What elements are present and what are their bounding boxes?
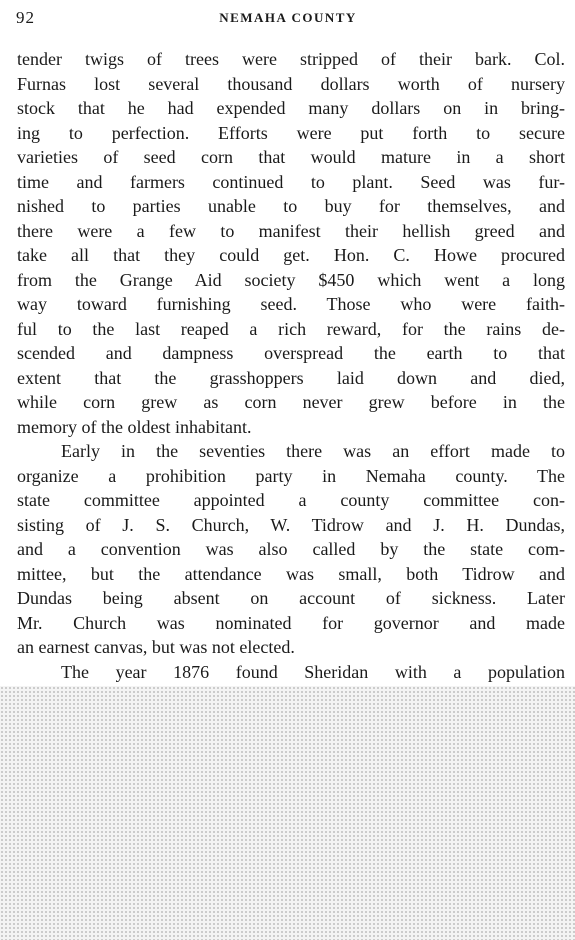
text-line: varieties of seed corn that would mature in a short: [17, 147, 565, 167]
torn-page-area: [0, 686, 575, 940]
text-line: Dundas being absent on account of sickness. Later: [17, 588, 565, 608]
text-line: and a convention was also called by the state com-: [17, 539, 565, 559]
body-text: [17, 47, 565, 709]
page-number: 92: [16, 8, 35, 27]
text-line: stock that he had expended many dollars on in bring-: [17, 98, 565, 118]
text-line: Furnas lost several thousand dollars worth of nursery: [17, 73, 565, 94]
text-line: extent that the grasshoppers laid down and died,: [17, 367, 565, 388]
text-line: nished to parties unable to buy for themselves, and: [17, 196, 565, 216]
text-line: take all that they could get. Hon. C. Howe procured: [17, 245, 565, 265]
text-line: The year 1876 found Sheridan with a population: [61, 661, 565, 682]
text-line: while corn grew as corn never grew before in the: [17, 392, 565, 412]
page-header: [16, 8, 560, 30]
text-line: organize a prohibition party in Nemaha county. The: [17, 465, 565, 486]
text-line: ful to the last reaped a rich reward, for the rains de-: [17, 318, 565, 339]
text-line: Mr. Church was nominated for governor and made: [17, 612, 565, 633]
text-line: tender twigs of trees were stripped of their bark. Col.: [17, 49, 565, 69]
text-line: mittee, but the attendance was small, both Tidrow and: [17, 563, 565, 584]
text-line: memory of the oldest inhabitant.: [17, 416, 252, 437]
text-line: sisting of J. S. Church, W. Tidrow and J. H. Dundas,: [17, 514, 565, 535]
text-line: ing to perfection. Efforts were put forth to secure: [17, 122, 565, 143]
text-line: time and farmers continued to plant. Seed was fur-: [17, 171, 565, 192]
text-line: state committee appointed a county committee con-: [17, 490, 565, 510]
text-line: way toward furnishing seed. Those who were faith-: [17, 294, 565, 314]
text-line: an earnest canvas, but was not elected.: [17, 637, 295, 657]
text-line: scended and dampness overspread the earth to that: [17, 343, 565, 363]
text-line: there were a few to manifest their hellish greed and: [17, 220, 565, 241]
text-line: from the Grange Aid society $450 which went a long: [17, 269, 565, 290]
text-line: Early in the seventies there was an effort made to: [61, 441, 565, 461]
running-head: NEMAHA COUNTY: [219, 10, 357, 25]
